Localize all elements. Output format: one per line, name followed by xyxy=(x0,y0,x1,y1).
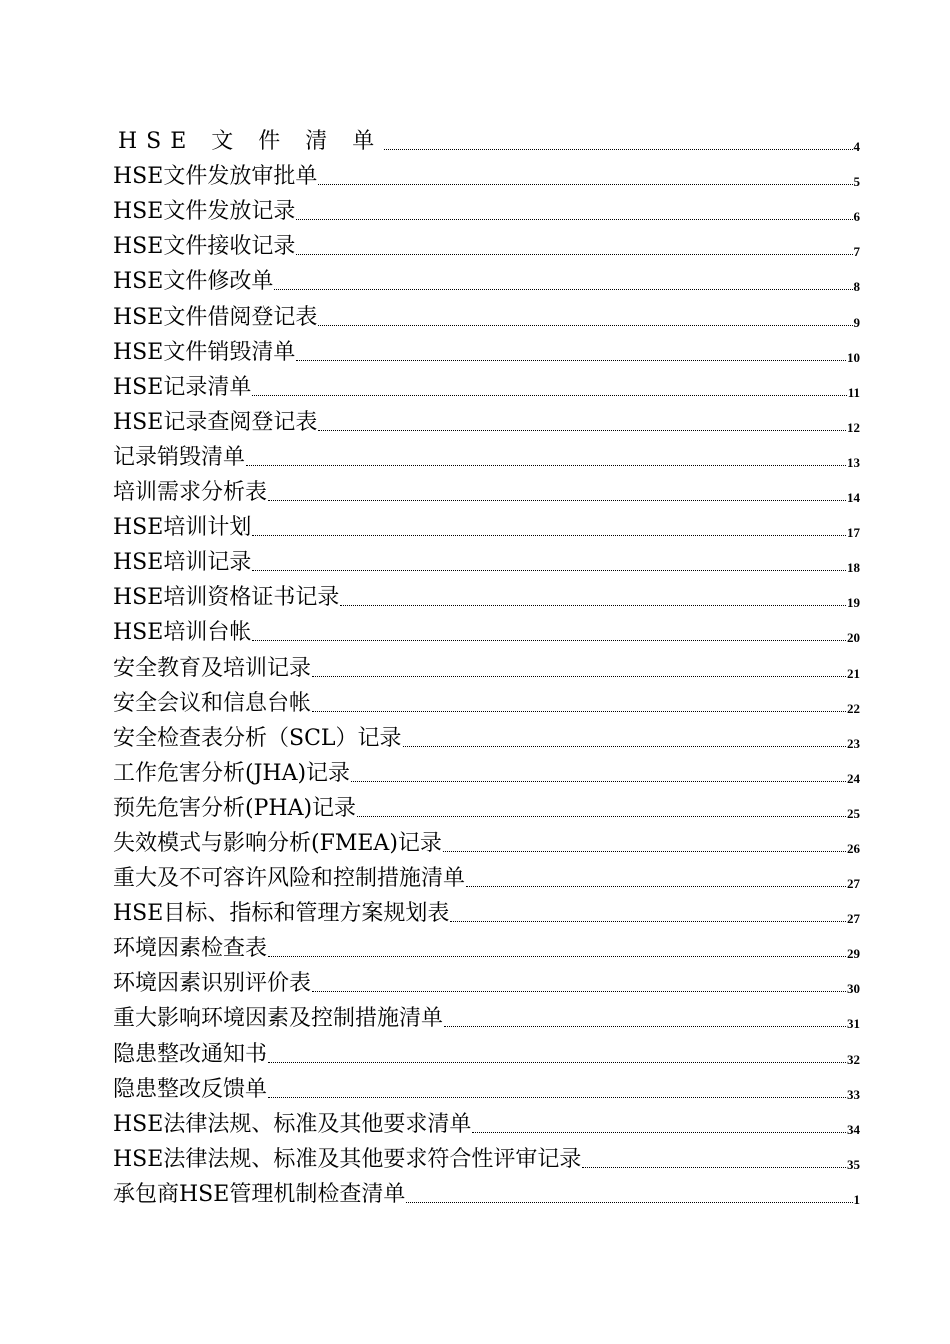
toc-entry-title: 记录销毁清单 xyxy=(113,444,246,470)
toc-entry-title: 失效模式与影响分析(FMEA)记录 xyxy=(113,830,442,856)
toc-entry-title: 隐患整改通知书 xyxy=(113,1041,268,1067)
toc-entry-page-number: 4 xyxy=(853,139,860,155)
toc-entry-title: 隐患整改反馈单 xyxy=(113,1076,268,1102)
toc-dot-leader xyxy=(351,781,846,782)
toc-entry-title: HSE文件接收记录 xyxy=(113,234,296,260)
toc-entry[interactable] xyxy=(113,927,860,962)
table-of-contents xyxy=(113,120,860,1208)
toc-dot-leader xyxy=(340,605,846,606)
toc-entry-page-number: 12 xyxy=(847,419,860,435)
toc-dot-leader xyxy=(582,1167,846,1168)
toc-entry-title: HSE培训资格证书记录 xyxy=(113,585,340,611)
toc-dot-leader xyxy=(296,219,852,220)
toc-dot-leader xyxy=(274,289,852,290)
toc-entry-page-number: 29 xyxy=(847,946,860,962)
toc-entry-page-number: 27 xyxy=(847,911,860,927)
toc-entry-title: HSE文件销毁清单 xyxy=(113,339,296,365)
toc-dot-leader xyxy=(296,360,846,361)
toc-entry-title: 重大影响环境因素及控制措施清单 xyxy=(113,1006,444,1032)
toc-entry-title: 培训需求分析表 xyxy=(113,480,268,506)
toc-entry-page-number: 20 xyxy=(847,630,860,646)
toc-entry[interactable] xyxy=(113,190,860,225)
toc-entry-page-number: 25 xyxy=(847,805,860,821)
toc-dot-leader xyxy=(252,535,846,536)
toc-entry-page-number: 19 xyxy=(847,595,860,611)
toc-entry-title: HSE记录查阅登记表 xyxy=(113,409,318,435)
toc-entry[interactable] xyxy=(113,1173,860,1208)
toc-entry-title: HSE文件借阅登记表 xyxy=(113,304,318,330)
toc-entry-title: HSE记录清单 xyxy=(113,374,252,400)
toc-entry-title: HSE 文 件 清 单 xyxy=(118,129,384,155)
toc-entry-page-number: 14 xyxy=(847,490,860,506)
toc-entry[interactable] xyxy=(113,646,860,681)
toc-entry-page-number: 18 xyxy=(847,560,860,576)
toc-entry-title: 预先危害分析(PHA)记录 xyxy=(113,795,357,821)
toc-dot-leader xyxy=(357,816,846,817)
toc-dot-leader xyxy=(472,1132,846,1133)
toc-entry[interactable] xyxy=(113,506,860,541)
toc-entry-page-number: 27 xyxy=(847,876,860,892)
toc-dot-leader xyxy=(296,254,852,255)
toc-entry-page-number: 9 xyxy=(853,314,860,330)
toc-entry-page-number: 30 xyxy=(847,981,860,997)
toc-entry[interactable] xyxy=(113,155,860,190)
toc-entry[interactable] xyxy=(113,611,860,646)
toc-entry[interactable] xyxy=(113,120,860,155)
toc-entry-title: HSE目标、指标和管理方案规划表 xyxy=(113,901,450,927)
toc-entry-page-number: 7 xyxy=(853,244,860,260)
toc-entry[interactable] xyxy=(113,857,860,892)
toc-dot-leader xyxy=(268,500,846,501)
toc-entry-page-number: 8 xyxy=(853,279,860,295)
toc-entry-page-number: 35 xyxy=(847,1156,860,1172)
toc-entry-title: 安全教育及培训记录 xyxy=(113,655,312,681)
toc-entry-page-number: 22 xyxy=(847,700,860,716)
toc-dot-leader xyxy=(252,395,846,396)
toc-entry[interactable] xyxy=(113,436,860,471)
toc-entry[interactable] xyxy=(113,541,860,576)
toc-entry[interactable] xyxy=(113,1103,860,1138)
toc-entry[interactable] xyxy=(113,260,860,295)
toc-entry-title: HSE文件发放审批单 xyxy=(113,164,318,190)
toc-entry-title: 重大及不可容许风险和控制措施清单 xyxy=(113,866,466,892)
toc-dot-leader xyxy=(312,711,846,712)
toc-entry-title: 环境因素识别评价表 xyxy=(113,971,312,997)
toc-dot-leader xyxy=(252,570,846,571)
toc-entry-page-number: 5 xyxy=(853,174,860,190)
toc-entry-page-number: 13 xyxy=(847,454,860,470)
toc-dot-leader xyxy=(318,325,852,326)
toc-entry[interactable] xyxy=(113,997,860,1032)
toc-entry[interactable] xyxy=(113,787,860,822)
toc-entry-title: HSE法律法规、标准及其他要求符合性评审记录 xyxy=(113,1146,582,1172)
toc-entry[interactable] xyxy=(113,1068,860,1103)
toc-entry-title: HSE文件修改单 xyxy=(113,269,274,295)
toc-entry[interactable] xyxy=(113,682,860,717)
toc-entry[interactable] xyxy=(113,962,860,997)
toc-entry[interactable] xyxy=(113,822,860,857)
toc-dot-leader xyxy=(318,430,846,431)
toc-entry[interactable] xyxy=(113,576,860,611)
toc-entry-page-number: 24 xyxy=(847,770,860,786)
toc-entry-title: 环境因素检查表 xyxy=(113,936,268,962)
toc-entry-title: 安全检查表分析（SCL）记录 xyxy=(113,725,402,751)
toc-dot-leader xyxy=(312,676,846,677)
toc-entry[interactable] xyxy=(113,295,860,330)
toc-entry[interactable] xyxy=(113,366,860,401)
toc-entry-page-number: 34 xyxy=(847,1121,860,1137)
toc-dot-leader xyxy=(406,1202,852,1203)
toc-entry-title: 承包商HSE管理机制检查清单 xyxy=(113,1181,406,1207)
toc-dot-leader xyxy=(403,746,846,747)
toc-dot-leader xyxy=(318,184,852,185)
toc-entry[interactable] xyxy=(113,225,860,260)
toc-entry-page-number: 1 xyxy=(853,1191,860,1207)
toc-dot-leader xyxy=(252,640,846,641)
toc-entry[interactable] xyxy=(113,331,860,366)
toc-dot-leader xyxy=(450,921,846,922)
toc-entry-page-number: 10 xyxy=(847,349,860,365)
toc-dot-leader xyxy=(246,465,846,466)
toc-entry[interactable] xyxy=(113,1032,860,1067)
toc-dot-leader xyxy=(268,1097,846,1098)
toc-entry-title: HSE培训台帐 xyxy=(113,620,252,646)
toc-entry[interactable] xyxy=(113,471,860,506)
toc-dot-leader xyxy=(466,886,846,887)
toc-entry-page-number: 26 xyxy=(847,840,860,856)
toc-entry-page-number: 17 xyxy=(847,525,860,541)
toc-entry-page-number: 33 xyxy=(847,1086,860,1102)
toc-entry-page-number: 23 xyxy=(847,735,860,751)
toc-entry-title: HSE文件发放记录 xyxy=(113,199,296,225)
toc-entry-page-number: 21 xyxy=(847,665,860,681)
toc-entry-page-number: 6 xyxy=(853,209,860,225)
toc-dot-leader xyxy=(384,149,852,150)
toc-dot-leader xyxy=(444,1026,846,1027)
toc-dot-leader xyxy=(268,1062,846,1063)
toc-dot-leader xyxy=(443,851,846,852)
toc-entry[interactable] xyxy=(113,1138,860,1173)
toc-entry-page-number: 11 xyxy=(847,384,860,400)
toc-entry-title: HSE培训计划 xyxy=(113,515,252,541)
toc-entry-title: HSE培训记录 xyxy=(113,550,252,576)
toc-entry[interactable] xyxy=(113,717,860,752)
toc-entry-page-number: 31 xyxy=(847,1016,860,1032)
toc-entry-title: 安全会议和信息台帐 xyxy=(113,690,312,716)
toc-entry[interactable] xyxy=(113,892,860,927)
toc-entry-title: HSE法律法规、标准及其他要求清单 xyxy=(113,1111,472,1137)
toc-entry-page-number: 32 xyxy=(847,1051,860,1067)
toc-dot-leader xyxy=(312,991,846,992)
toc-dot-leader xyxy=(268,956,846,957)
toc-entry[interactable] xyxy=(113,752,860,787)
toc-entry-title: 工作危害分析(JHA)记录 xyxy=(113,760,351,786)
toc-entry[interactable] xyxy=(113,401,860,436)
